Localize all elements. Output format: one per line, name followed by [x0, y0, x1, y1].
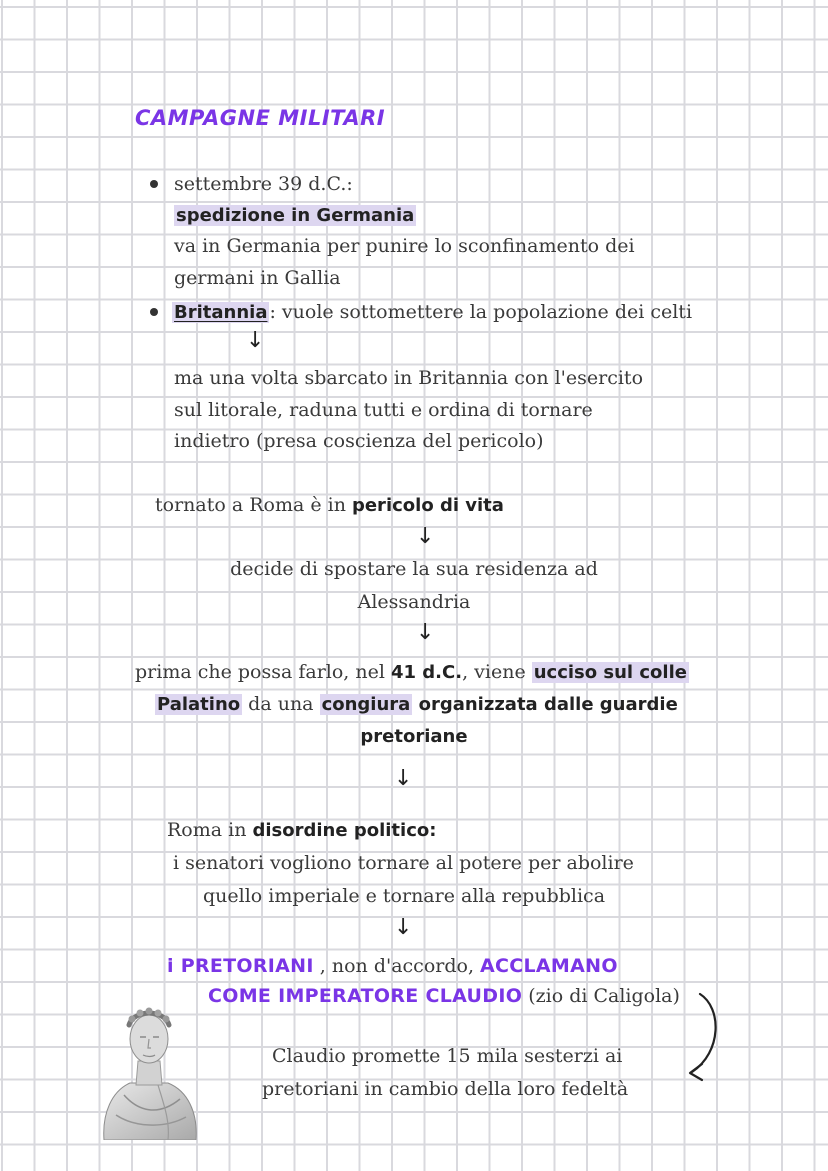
- down-arrow-icon: ↓: [394, 766, 413, 791]
- conspiracy-highlight: congiura: [321, 694, 411, 715]
- date-bold: 41 d.C.: [390, 662, 463, 683]
- disorder-line1: [167, 814, 436, 847]
- killed-p2: , viene: [462, 661, 532, 683]
- return-pre: tornato a Roma è in: [155, 494, 352, 516]
- killed-line1: [135, 656, 689, 689]
- praetorians-label: i PRETORIANI: [167, 955, 314, 977]
- bullet1-highlight: [174, 199, 416, 232]
- killed-p1: prima che possa farlo, nel: [135, 661, 391, 683]
- bullet2-line2: ma una volta sbarcato in Britannia con l'esercito: [174, 367, 644, 389]
- promise-line1: Claudio promette 15 mila sesterzi ai: [272, 1045, 623, 1067]
- return-line: [155, 489, 504, 522]
- decide-line1: decide di spostare la sua residenza ad: [230, 558, 598, 580]
- bullet2-line3: sul litorale, raduna tutti e ordina di tornare: [174, 399, 593, 421]
- promise-line2: pretoriani in cambio della loro fedeltà: [262, 1078, 629, 1100]
- bullet1-line1: settembre 39 d.C.:: [174, 173, 353, 195]
- down-arrow-icon: ↓: [394, 915, 413, 940]
- bullet2-line4: indietro (presa coscienza del pericolo): [174, 430, 544, 452]
- killed-p3: da una: [242, 693, 320, 715]
- down-arrow-icon: ↓: [246, 328, 265, 353]
- palatino-highlight: Palatino: [157, 694, 241, 715]
- killed-highlight: ucciso sul colle: [533, 662, 687, 683]
- praetorians-mid: , non d'accordo,: [313, 955, 481, 977]
- organized-bold: organizzata dalle guardie: [412, 694, 678, 715]
- down-arrow-icon: ↓: [416, 620, 435, 645]
- bullet2-line1: [172, 296, 692, 329]
- disorder-pre: Roma in: [167, 819, 253, 841]
- killed-line3: pretoriane: [360, 726, 468, 747]
- emperor-claudio-label: COME IMPERATORE CLAUDIO: [208, 985, 523, 1007]
- bullet2-rest: : vuole sottomettere la popolazione dei celti: [269, 301, 693, 323]
- praetorians-line1: [167, 950, 618, 982]
- uncle-note: (zio di Caligola): [522, 985, 680, 1007]
- danger-bold: pericolo di vita: [351, 495, 504, 516]
- disorder-bold: disordine politico:: [252, 820, 437, 841]
- praetorians-line2: [208, 980, 680, 1012]
- bullet-dot: [150, 180, 158, 188]
- expedition-highlight: spedizione in Germania: [176, 205, 415, 226]
- page-title: CAMPAGNE MILITARI: [135, 106, 386, 130]
- disorder-line3: quello imperiale e tornare alla repubblica: [203, 885, 606, 907]
- curved-arrow-icon: [680, 990, 740, 1090]
- disorder-line2: i senatori vogliono tornare al potere per abolire: [173, 852, 634, 874]
- killed-line2: [155, 688, 678, 721]
- decide-line2: Alessandria: [357, 591, 471, 613]
- bullet1-line3: va in Germania per punire lo sconfinamento dei: [174, 235, 635, 257]
- bullet1-line4: germani in Gallia: [174, 267, 341, 289]
- britannia-label: Britannia: [174, 302, 268, 323]
- bullet-dot: [150, 308, 158, 316]
- acclaim-label: ACCLAMANO: [480, 955, 618, 977]
- down-arrow-icon: ↓: [416, 524, 435, 549]
- claudius-bust-image: [98, 995, 200, 1140]
